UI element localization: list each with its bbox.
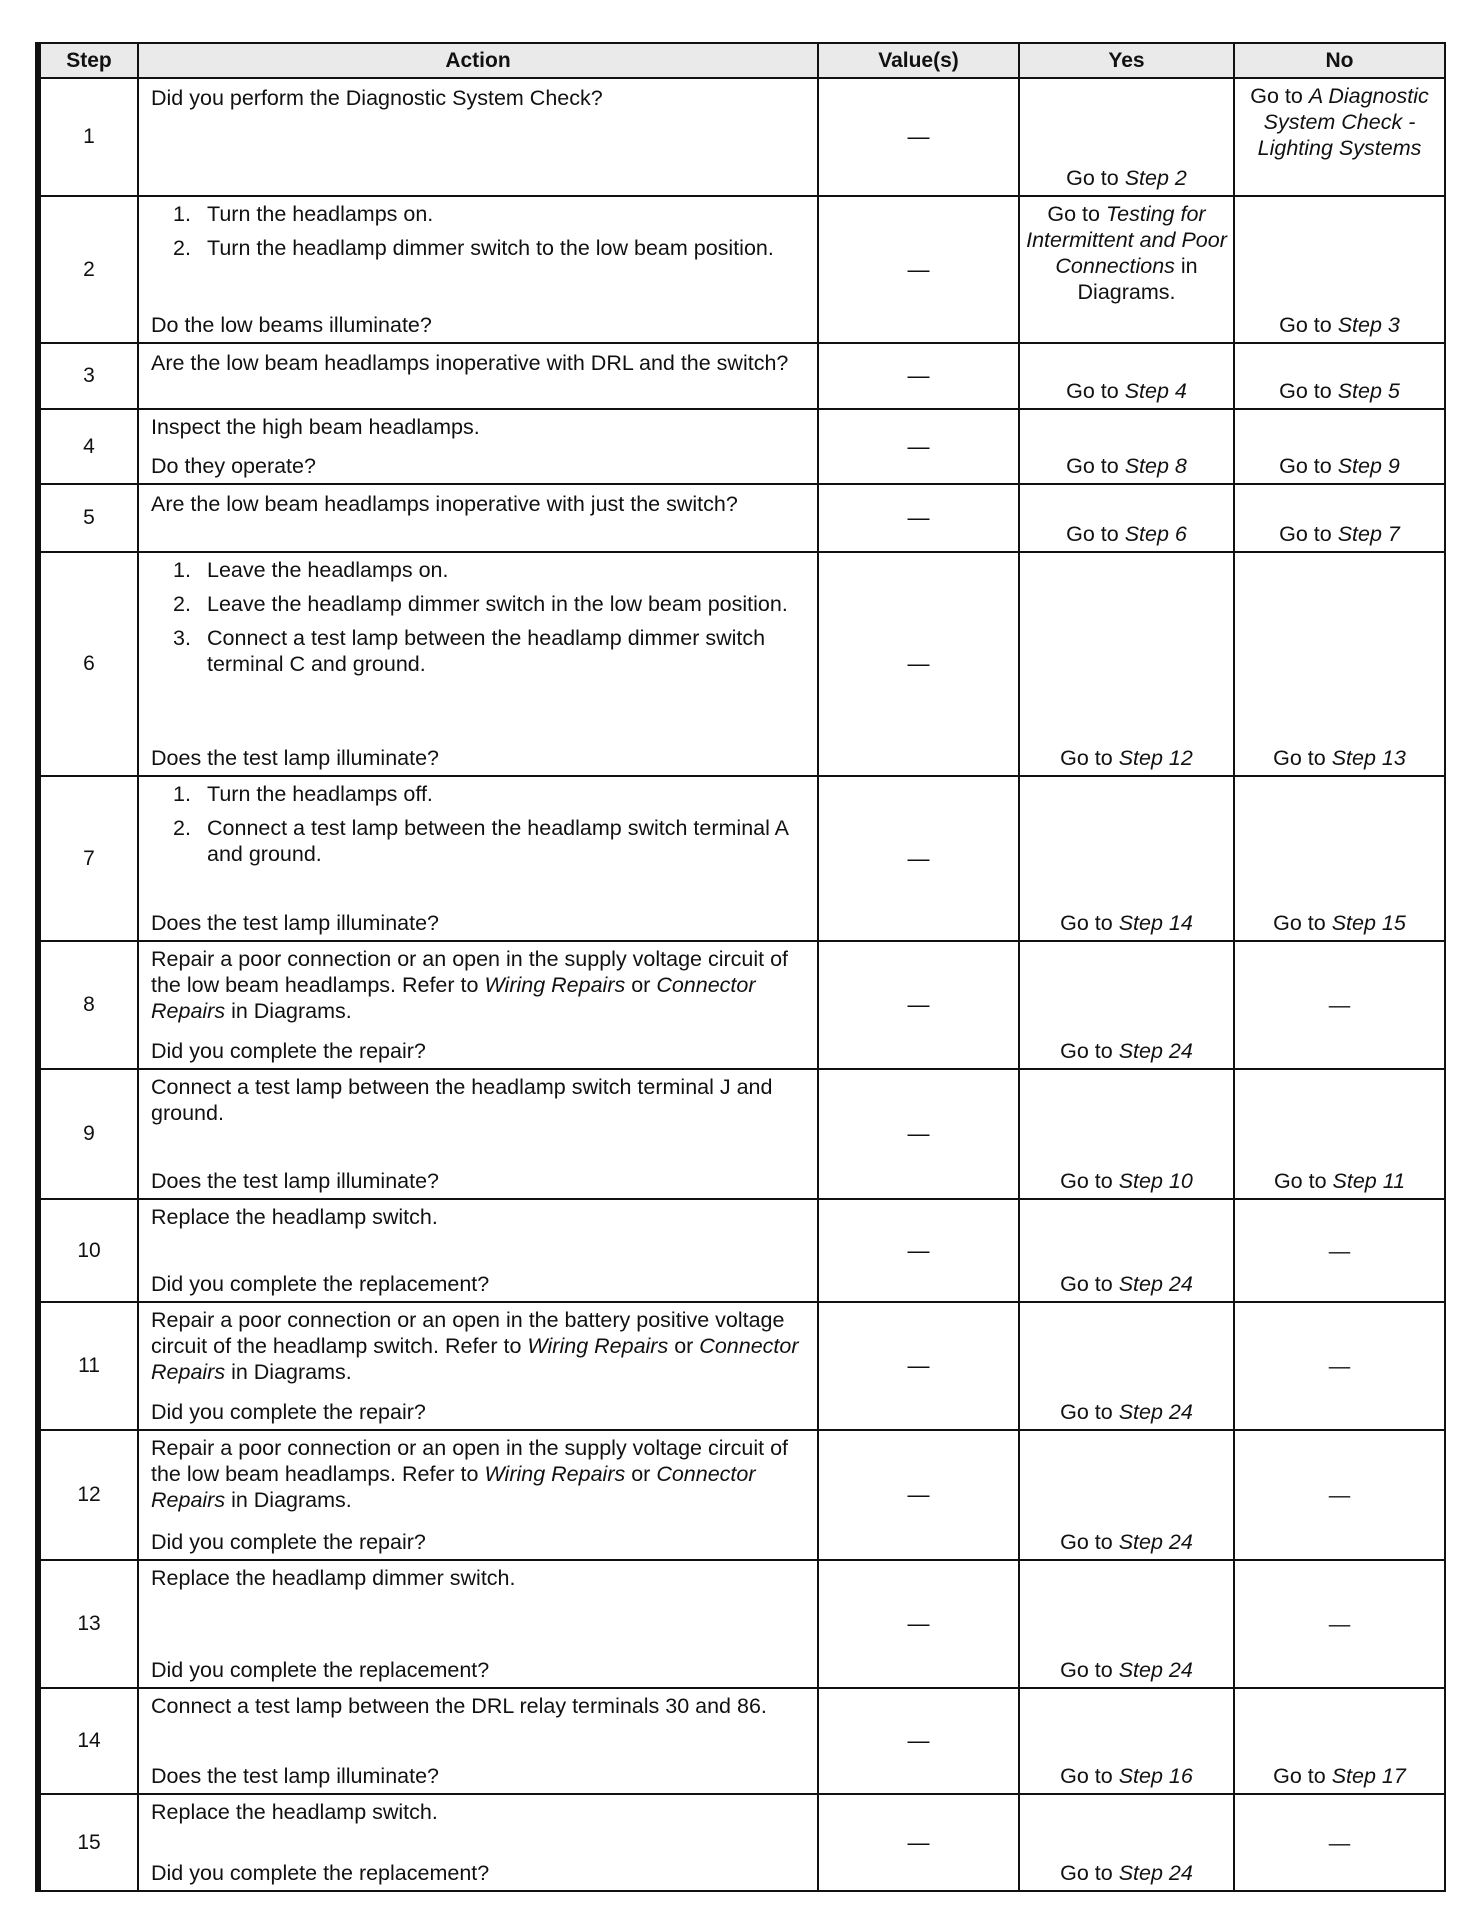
yes-step-link[interactable]: Step 6	[1124, 522, 1187, 546]
action-question: Did you complete the replacement?	[151, 1272, 490, 1296]
action-question: Are the low beam headlamps inoperative with DRL and the switch?	[151, 351, 789, 375]
action-question: Do they operate?	[151, 454, 316, 478]
yes-goto-text: Go to	[1066, 379, 1119, 403]
list-text: Leave the headlamps on.	[207, 558, 449, 582]
value-cell: —	[818, 1794, 1019, 1891]
table-row	[38, 343, 1445, 409]
yes-cell	[1019, 776, 1234, 941]
list-item	[151, 201, 809, 227]
action-intro: Replace the headlamp switch.	[151, 1205, 438, 1229]
action-cell	[138, 1688, 818, 1794]
table-row	[38, 1199, 1445, 1302]
table-row	[38, 1302, 1445, 1430]
reference-link[interactable]: Connector Repairs	[151, 973, 756, 1023]
list-number: 2.	[173, 592, 191, 616]
no-cell	[1234, 552, 1445, 776]
action-intro: Replace the headlamp dimmer switch.	[151, 1566, 516, 1590]
table-row	[38, 196, 1445, 343]
action-question: Did you complete the repair?	[151, 1400, 426, 1424]
yes-step-link[interactable]: Step 24	[1118, 1400, 1193, 1424]
no-goto-text: Go to	[1273, 911, 1326, 935]
action-cell	[138, 78, 818, 196]
list-text: Turn the headlamp dimmer switch to the low beam position.	[207, 236, 774, 260]
action-body	[151, 1435, 809, 1555]
table-row	[38, 1430, 1445, 1560]
no-dash: —	[1328, 1483, 1351, 1507]
action-text: or	[668, 1334, 700, 1358]
yes-cell	[1019, 1560, 1234, 1688]
no-step-link[interactable]: Step 3	[1337, 313, 1400, 337]
yes-step-link[interactable]: Step 14	[1118, 911, 1193, 935]
yes-cell	[1019, 941, 1234, 1069]
header-row	[38, 43, 1445, 78]
action-text: or	[625, 1462, 657, 1486]
action-question: Did you complete the repair?	[151, 1530, 426, 1554]
diagnostic-table	[35, 42, 1446, 1892]
list-number: 1.	[173, 558, 191, 582]
yes-cell	[1019, 1688, 1234, 1794]
table-row	[38, 409, 1445, 484]
value-cell: —	[818, 776, 1019, 941]
yes-step-link[interactable]: Step 12	[1118, 746, 1193, 770]
yes-goto-text: Go to	[1060, 1272, 1113, 1296]
yes-cell	[1019, 1794, 1234, 1891]
action-question: Does the test lamp illuminate?	[151, 1169, 440, 1193]
no-cell	[1234, 776, 1445, 941]
action-intro	[151, 946, 809, 1024]
yes-step-link[interactable]: Step 4	[1124, 379, 1187, 403]
step-number: 12	[38, 1430, 138, 1560]
yes-cell	[1019, 1302, 1234, 1430]
table-row	[38, 1794, 1445, 1891]
action-body	[151, 1307, 809, 1425]
header-action: Action	[138, 43, 818, 78]
action-text: in Diagrams.	[225, 1488, 352, 1512]
action-body	[151, 414, 809, 479]
yes-goto-text: Go to	[1066, 454, 1119, 478]
value-cell: —	[818, 196, 1019, 343]
action-question: Did you complete the replacement?	[151, 1658, 490, 1682]
no-step-link[interactable]: Step 9	[1337, 454, 1400, 478]
yes-step-link[interactable]: Step 2	[1124, 166, 1187, 190]
action-text: or	[625, 973, 657, 997]
action-body	[151, 557, 809, 771]
no-goto-text: Go to	[1279, 313, 1332, 337]
action-cell	[138, 484, 818, 552]
no-cell	[1234, 343, 1445, 409]
action-body	[151, 201, 809, 338]
action-body	[151, 1799, 809, 1886]
value-cell: —	[818, 343, 1019, 409]
list-item	[151, 625, 809, 677]
value-cell: —	[818, 1688, 1019, 1794]
action-text: in Diagrams.	[225, 999, 352, 1023]
action-body	[151, 348, 809, 404]
action-cell	[138, 1560, 818, 1688]
yes-cell	[1019, 196, 1234, 343]
table-row	[38, 484, 1445, 552]
yes-cell	[1019, 409, 1234, 484]
step-number: 8	[38, 941, 138, 1069]
no-goto-text: Go to	[1273, 1764, 1326, 1788]
action-question: Did you complete the repair?	[151, 1039, 426, 1063]
value-cell: —	[818, 1302, 1019, 1430]
list-number: 2.	[173, 816, 191, 840]
action-cell	[138, 941, 818, 1069]
no-goto-text: Go to	[1250, 84, 1303, 108]
list-item	[151, 235, 809, 261]
action-question: Do the low beams illuminate?	[151, 313, 432, 337]
action-question: Did you complete the replacement?	[151, 1861, 490, 1885]
list-text: Turn the headlamps on.	[207, 202, 434, 226]
no-cell	[1234, 484, 1445, 552]
action-text: Repair a poor connection or an open in the battery positive voltage circuit of the headlamp switch. Refer to	[151, 1308, 785, 1358]
value-cell: —	[818, 1199, 1019, 1302]
action-cell	[138, 1430, 818, 1560]
yes-goto-text: Go to	[1060, 1764, 1113, 1788]
yes-goto-text: Go to	[1060, 911, 1113, 935]
action-cell	[138, 776, 818, 941]
no-step-link[interactable]: Step 11	[1332, 1169, 1406, 1193]
no-dash: —	[1328, 1830, 1351, 1855]
yes-cell	[1019, 343, 1234, 409]
action-body	[151, 781, 809, 936]
action-body	[151, 1074, 809, 1194]
action-cell	[138, 409, 818, 484]
table-row	[38, 1069, 1445, 1199]
action-cell	[138, 1302, 818, 1430]
action-text: Repair a poor connection or an open in the supply voltage circuit of the low beam headlamps. Refer to	[151, 1436, 789, 1486]
list-text: Connect a test lamp between the headlamp dimmer switch terminal C and ground.	[207, 626, 766, 676]
action-body	[151, 489, 809, 547]
action-text: Repair a poor connection or an open in the supply voltage circuit of the low beam headlamps. Refer to	[151, 947, 789, 997]
table-row	[38, 941, 1445, 1069]
yes-step-link[interactable]: Step 16	[1118, 1764, 1193, 1788]
yes-cell	[1019, 1199, 1234, 1302]
yes-goto-text: Go to	[1060, 1530, 1113, 1554]
value-cell: —	[818, 1430, 1019, 1560]
reference-link[interactable]: Wiring Repairs	[484, 973, 626, 997]
value-cell: —	[818, 1560, 1019, 1688]
action-intro: Replace the headlamp switch.	[151, 1800, 438, 1824]
action-body	[151, 83, 809, 191]
yes-goto-text: Go to	[1047, 202, 1100, 226]
no-cell	[1234, 1199, 1445, 1302]
no-step-link[interactable]: Step 7	[1337, 522, 1400, 546]
step-number: 13	[38, 1560, 138, 1688]
yes-cell	[1019, 484, 1234, 552]
list-item	[151, 591, 809, 617]
step-number: 7	[38, 776, 138, 941]
list-item	[151, 781, 809, 807]
yes-cell	[1019, 1069, 1234, 1199]
action-body	[151, 1565, 809, 1683]
no-cell	[1234, 409, 1445, 484]
no-cell	[1234, 941, 1445, 1069]
no-step-link[interactable]: Step 17	[1331, 1764, 1406, 1788]
list-text: Leave the headlamp dimmer switch in the low beam position.	[207, 592, 788, 616]
yes-step-link[interactable]: Step 8	[1124, 454, 1187, 478]
no-step-link[interactable]: Step 5	[1337, 379, 1400, 403]
action-cell	[138, 343, 818, 409]
no-dash: —	[1328, 1238, 1351, 1263]
no-cell	[1234, 78, 1445, 196]
yes-goto-text: Go to	[1060, 1400, 1113, 1424]
header-values: Value(s)	[818, 43, 1019, 78]
step-number: 5	[38, 484, 138, 552]
yes-step-link[interactable]: Step 10	[1118, 1169, 1193, 1193]
action-body	[151, 1693, 809, 1789]
action-body	[151, 1204, 809, 1297]
table-row	[38, 1688, 1445, 1794]
table-row	[38, 1560, 1445, 1688]
action-cell	[138, 196, 818, 343]
step-number: 4	[38, 409, 138, 484]
no-dash: —	[1328, 993, 1351, 1017]
action-cell	[138, 1794, 818, 1891]
reference-link[interactable]: Wiring Repairs	[527, 1334, 669, 1358]
action-steps	[151, 201, 809, 269]
action-question: Does the test lamp illuminate?	[151, 1764, 440, 1788]
action-question: Does the test lamp illuminate?	[151, 911, 440, 935]
no-goto-text: Go to	[1279, 379, 1332, 403]
no-cell	[1234, 196, 1445, 343]
step-number: 3	[38, 343, 138, 409]
yes-goto-suffix: in Diagrams.	[1077, 254, 1198, 304]
no-step-link[interactable]: Step 13	[1331, 746, 1406, 770]
reference-link[interactable]: Connector Repairs	[151, 1462, 756, 1512]
yes-goto-text: Go to	[1060, 1658, 1113, 1682]
no-goto-text: Go to	[1279, 454, 1332, 478]
yes-goto-text: Go to	[1060, 1861, 1113, 1885]
reference-link[interactable]: Wiring Repairs	[484, 1462, 626, 1486]
table-row	[38, 78, 1445, 196]
yes-step-link[interactable]: Step 24	[1118, 1039, 1193, 1063]
action-question: Did you perform the Diagnostic System Check?	[151, 86, 603, 110]
list-number: 3.	[173, 626, 191, 650]
no-dash: —	[1328, 1354, 1351, 1378]
reference-link[interactable]: Connector Repairs	[151, 1334, 799, 1384]
no-goto-text: Go to	[1279, 522, 1332, 546]
yes-goto-text: Go to	[1066, 166, 1119, 190]
action-intro: Connect a test lamp between the headlamp switch terminal J and ground.	[151, 1075, 773, 1125]
list-number: 1.	[173, 202, 191, 226]
action-intro	[151, 1307, 809, 1385]
list-item	[151, 557, 809, 583]
action-steps	[151, 557, 809, 685]
step-number: 10	[38, 1199, 138, 1302]
list-number: 2.	[173, 236, 191, 260]
step-number: 2	[38, 196, 138, 343]
step-number: 9	[38, 1069, 138, 1199]
action-text: in Diagrams.	[225, 1360, 352, 1384]
step-number: 6	[38, 552, 138, 776]
action-question: Does the test lamp illuminate?	[151, 746, 440, 770]
list-text: Turn the headlamps off.	[207, 782, 433, 806]
action-steps	[151, 781, 809, 875]
no-cell	[1234, 1560, 1445, 1688]
header-yes: Yes	[1019, 43, 1234, 78]
value-cell: —	[818, 78, 1019, 196]
no-step-link[interactable]: A Diagnostic System Check - Lighting Systems	[1257, 84, 1429, 160]
no-cell	[1234, 1688, 1445, 1794]
yes-cell	[1019, 78, 1234, 196]
no-cell	[1234, 1069, 1445, 1199]
yes-cell	[1019, 552, 1234, 776]
list-number: 1.	[173, 782, 191, 806]
action-question: Are the low beam headlamps inoperative with just the switch?	[151, 492, 738, 516]
no-cell	[1234, 1302, 1445, 1430]
step-number: 1	[38, 78, 138, 196]
yes-cell	[1019, 1430, 1234, 1560]
yes-goto-text: Go to	[1066, 522, 1119, 546]
header-no: No	[1234, 43, 1445, 78]
list-item	[151, 815, 809, 867]
table-row	[38, 776, 1445, 941]
action-intro: Connect a test lamp between the DRL relay terminals 30 and 86.	[151, 1694, 767, 1718]
yes-step-link[interactable]: Step 24	[1118, 1658, 1193, 1682]
table-row	[38, 552, 1445, 776]
action-intro	[151, 1435, 809, 1513]
value-cell: —	[818, 1069, 1019, 1199]
action-body	[151, 946, 809, 1064]
no-goto-text: Go to	[1273, 1169, 1327, 1193]
step-number: 15	[38, 1794, 138, 1891]
no-goto-text: Go to	[1273, 746, 1326, 770]
action-cell	[138, 552, 818, 776]
yes-goto-text: Go to	[1060, 1169, 1113, 1193]
step-number: 11	[38, 1302, 138, 1430]
yes-goto-text: Go to	[1060, 746, 1113, 770]
value-cell: —	[818, 409, 1019, 484]
yes-goto-text: Go to	[1060, 1039, 1113, 1063]
step-number: 14	[38, 1688, 138, 1794]
action-cell	[138, 1199, 818, 1302]
yes-step-link[interactable]: Step 24	[1118, 1272, 1193, 1296]
value-cell: —	[818, 484, 1019, 552]
value-cell: —	[818, 941, 1019, 1069]
action-intro: Inspect the high beam headlamps.	[151, 415, 480, 439]
no-cell	[1234, 1430, 1445, 1560]
header-step: Step	[38, 43, 138, 78]
no-step-link[interactable]: Step 15	[1331, 911, 1406, 935]
list-text: Connect a test lamp between the headlamp switch terminal A and ground.	[207, 816, 788, 866]
yes-step-link[interactable]: Step 24	[1118, 1530, 1193, 1554]
no-cell	[1234, 1794, 1445, 1891]
no-dash: —	[1328, 1612, 1351, 1636]
yes-step-link[interactable]: Testing for Intermittent and Poor Connections	[1026, 202, 1227, 278]
yes-step-link[interactable]: Step 24	[1118, 1861, 1193, 1885]
action-cell	[138, 1069, 818, 1199]
value-cell: —	[818, 552, 1019, 776]
